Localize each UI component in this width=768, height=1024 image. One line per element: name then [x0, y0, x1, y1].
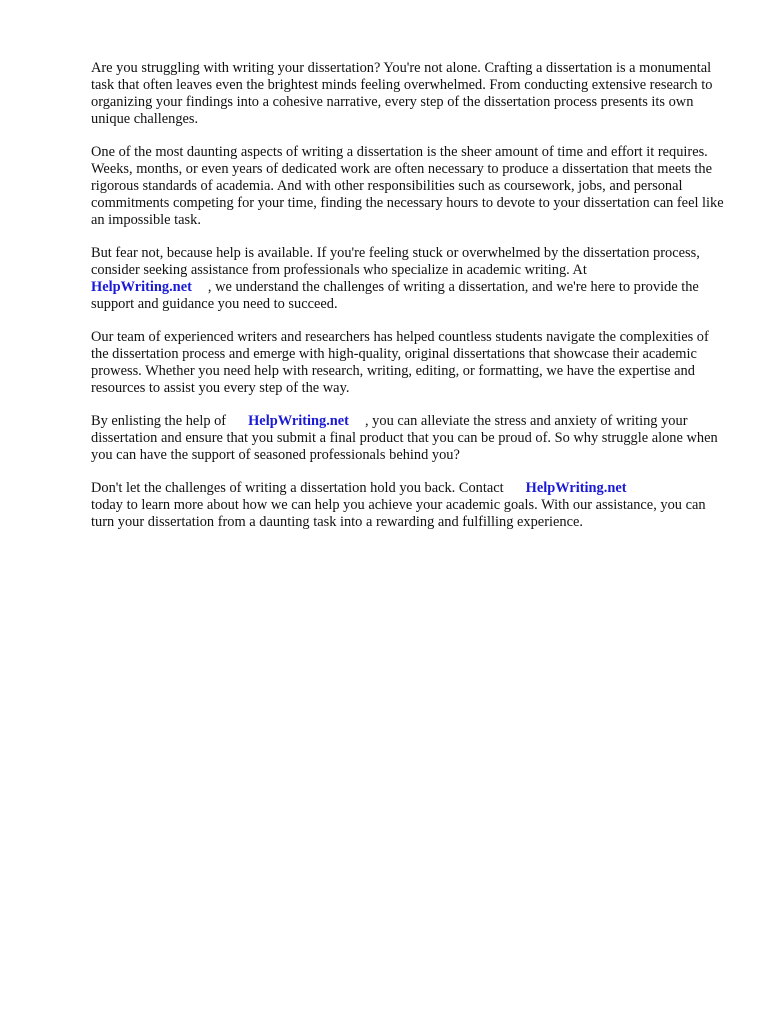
paragraph-text: Don't let the challenges of writing a dissertation hold you back. Contact	[91, 480, 504, 496]
paragraph-contact	[91, 480, 725, 531]
document-body	[91, 60, 725, 547]
paragraph-text: , you can alleviate the stress and anxiety of writing your dissertation and ensure that you submit a final product that you can be proud of. So why struggle alone when you can have the support of seasoned professionals behind you?	[91, 413, 718, 463]
paragraph-intro	[91, 60, 725, 128]
paragraph-text: One of the most daunting aspects of writing a dissertation is the sheer amount of time and effort it requires. Weeks, months, or even years of dedicated work are often necessary to produce a dissertation that meets the rigorous standards of academia. And with other responsibilities such as coursework, jobs, and personal commitments competing for your time, finding the necessary hours to devote to your dissertation can feel like an impossible task.	[91, 144, 724, 228]
paragraph-text: Our team of experienced writers and researchers has helped countless students navigate the complexities of the dissertation process and emerge with high-quality, original dissertations that showcase their academic prowess. Whether you need help with research, writing, editing, or formatting, we have the expertise and resources to assist you every step of the way.	[91, 329, 709, 396]
helpwriting-link[interactable]: HelpWriting.net	[91, 279, 192, 295]
paragraph-text: today to learn more about how we can help you achieve your academic goals. With our assistance, you can turn your dissertation from a daunting task into a rewarding and fulfilling experience.	[91, 497, 706, 530]
paragraph-help-available	[91, 245, 725, 313]
paragraph-text: , we understand the challenges of writing a dissertation, and we're here to provide the support and guidance you need to succeed.	[91, 279, 699, 312]
helpwriting-link[interactable]: HelpWriting.net	[248, 413, 349, 429]
paragraph-team	[91, 329, 725, 397]
paragraph-text: Are you struggling with writing your dissertation? You're not alone. Crafting a dissertation is a monumental task that often leaves even the brightest minds feeling overwhelmed. From conducting extensive research to organizing your findings into a cohesive narrative, every step of the dissertation process presents its own unique challenges.	[91, 60, 713, 127]
paragraph-enlisting	[91, 413, 725, 464]
paragraph-time-effort	[91, 144, 725, 229]
paragraph-text: By enlisting the help of	[91, 413, 227, 429]
helpwriting-link[interactable]: HelpWriting.net	[525, 480, 627, 496]
paragraph-text: But fear not, because help is available. If you're feeling stuck or overwhelmed by the dissertation process, consider seeking assistance from professionals who specialize in academic writing. At	[91, 245, 700, 278]
